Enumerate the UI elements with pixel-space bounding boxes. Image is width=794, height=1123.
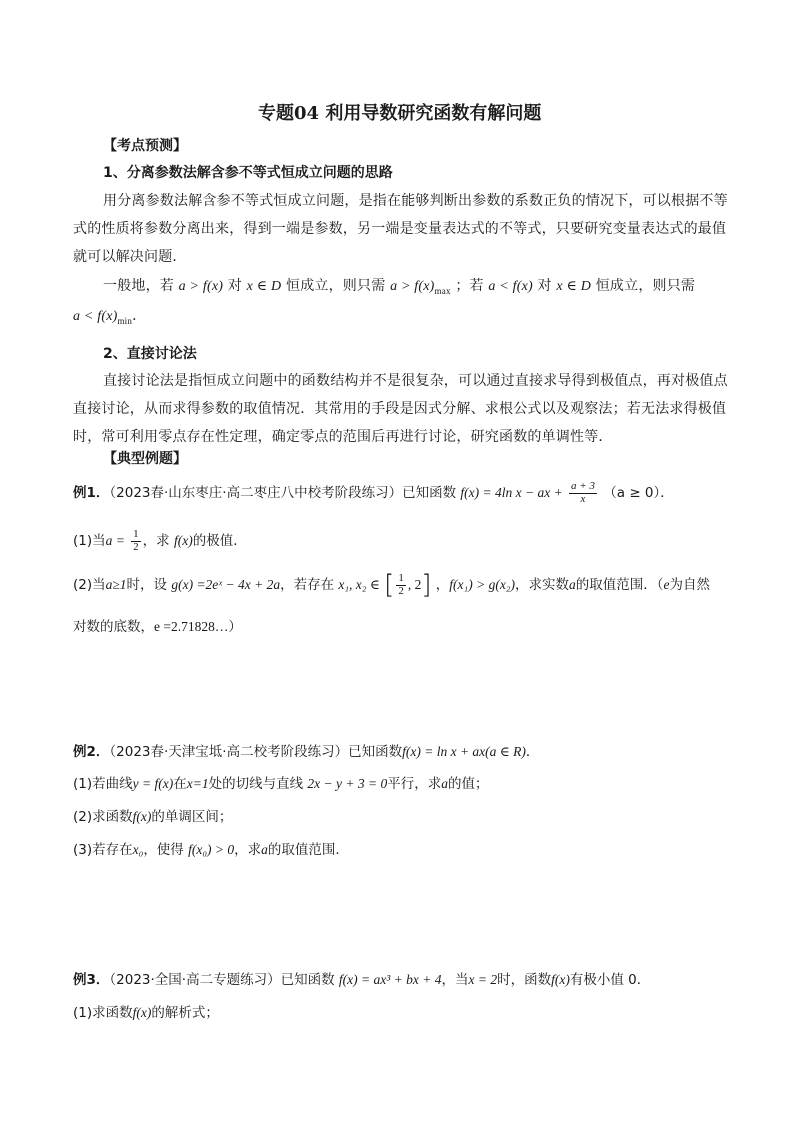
point2-line2: 直接讨论，从而求得参数的取值情况．其常用的手段是因式分解、求根公式以及观察法；若无法求得极值 xyxy=(73,401,727,417)
example3-label: 例3． xyxy=(73,972,110,988)
example1-question2: (2)当a≥1时，设 g(x) =2eˣ − 4x + 2a，若存在 x₁, x₂ ∈ [ $\frac{1}{2}$ , 2] ，f(x₁) > g(x₂)，求实数a的取值范围．（e为自然 xyxy=(73,570,710,600)
example3-stem: 例3．（2023·全国·高二专题练习）已知函数 f(x) = ax³ + bx + 4，当x = 2时，函数f(x)有极小值 0． xyxy=(73,972,651,988)
point1-para-line1: 用分离参数法解含参不等式恒成立问题，是指在能够判断出参数的系数正负的情况下，可以根据不等 xyxy=(103,193,728,209)
example2-question3: (3)若存在x₀，使得 f(x₀) > 0，求a的取值范围． xyxy=(73,842,349,858)
point1-general-line1: 一般地，若 a > f(x) 对 x ∈ D 恒成立，则只需 $a > f(x)_{max}$ ；若 a < f(x) 对 x ∈ D 恒成立，则只需 xyxy=(103,278,696,296)
example2-question2: (2)求函数f(x)的单调区间； xyxy=(73,809,233,825)
point1-para-line2: 式的性质将参数分离出来，得到一端是参数，另一端是变量表达式的不等式，只要研究变量表达式的最值 xyxy=(73,221,727,237)
example1-fraction: $\frac{a + 3}{x}$ xyxy=(571,480,595,505)
example2-stem: 例2．（2023春·天津宝坻·高二校考阶段练习）已知函数f(x) = ln x + ax(a ∈ R)． xyxy=(73,744,540,760)
point1-heading: 1、分离参数法解含参不等式恒成立问题的思路 xyxy=(103,165,393,181)
point1-general-line2: $a < f(x)_{min}$． xyxy=(73,308,147,326)
example2-label: 例2． xyxy=(73,744,110,760)
example1-label: 例1． xyxy=(73,485,110,502)
example1-stem: 例1．（2023春·山东枣庄·高二枣庄八中校考阶段练习）已知函数 f(x) = 4ln x − ax + $\frac{a + 3}{x}$ （a ≥ 0）． xyxy=(73,480,674,505)
example1-question2-line2: 对数的底数，e =2.71828…） xyxy=(73,619,242,635)
point2-heading: 2、直接讨论法 xyxy=(103,346,197,362)
point2-line3: 时，常可利用零点存在性定理，确定零点的范围后再进行讨论，研究函数的单调性等． xyxy=(73,429,613,445)
example2-question1: (1)若曲线y = f(x)在x=1处的切线与直线 2x − y + 3 = 0平行，求a的值； xyxy=(73,776,489,792)
point2-line1: 直接讨论法是指恒成立问题中的函数结构并不是很复杂，可以通过直接求导得到极值点，再对极值点 xyxy=(103,373,728,389)
example3-question1: (1)求函数f(x)的解析式； xyxy=(73,1005,219,1021)
example1-question1: (1)当a = $\frac{1}{2}$ ，求 f(x)的极值． xyxy=(73,528,247,553)
section-heading-predict: 【考点预测】 xyxy=(103,138,187,154)
section-heading-examples: 【典型例题】 xyxy=(103,451,187,467)
point1-para-line3: 就可以解决问题． xyxy=(73,249,187,265)
page-title: 专题04 利用导数研究函数有解问题 xyxy=(258,103,542,124)
